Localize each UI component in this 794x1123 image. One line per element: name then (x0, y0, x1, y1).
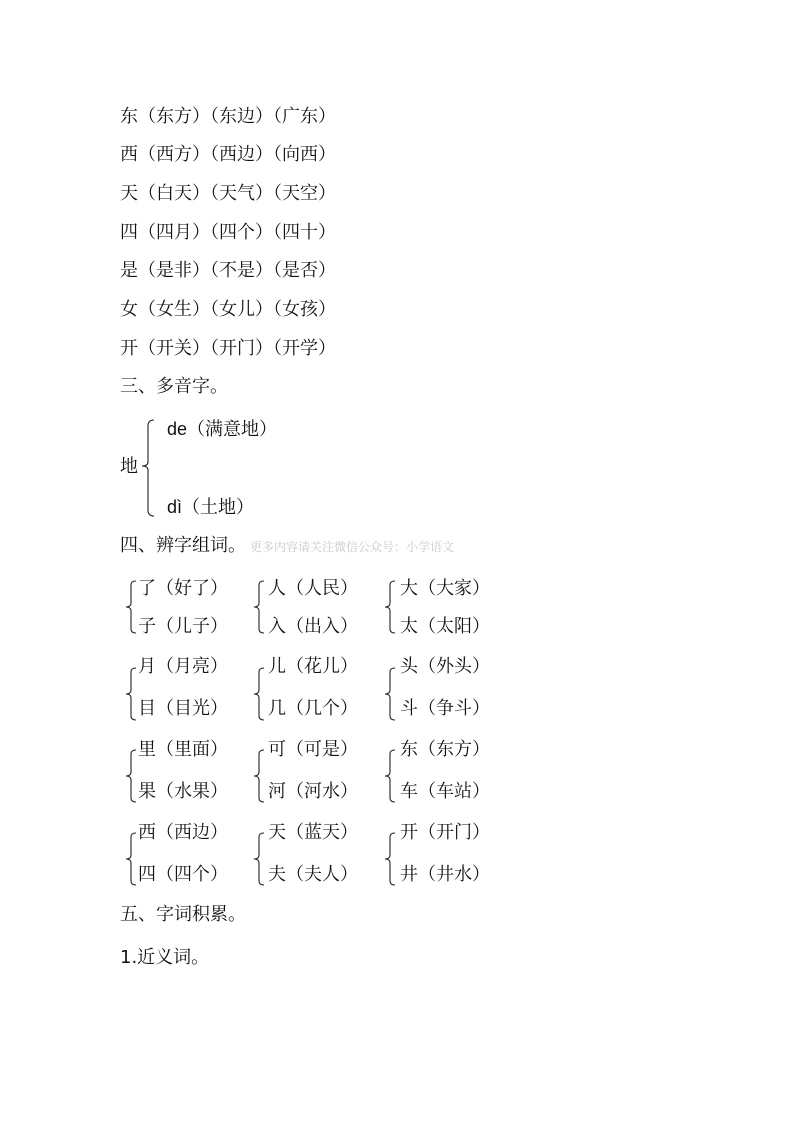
word-group-line: 开（开关）（开门）（开学） (120, 338, 336, 359)
brace-bracket (124, 831, 138, 887)
char-pair-word: 几（几个） (268, 698, 358, 719)
char-pair-word: 果（水果） (138, 781, 228, 802)
section-heading-distinguish: 四、辨字组词。 (120, 535, 246, 556)
char-pair-word: 子（儿子） (138, 616, 228, 637)
brace-bracket (140, 418, 160, 518)
word-group-line: 四（四月）（四个）（四十） (120, 222, 336, 243)
word-group-line: 是（是非）（不是）（是否） (120, 260, 336, 281)
char-pair-word: 河（河水） (268, 781, 358, 802)
brace-bracket (252, 831, 266, 887)
char-pair-word: 人（人民） (268, 578, 358, 599)
polyphone-reading-di: dì（土地） (167, 497, 255, 517)
char-pair-word: 头（外头） (400, 656, 490, 677)
word-group-line: 女（女生）（女儿）（女孩） (120, 299, 336, 320)
char-pair-word: 儿（花儿） (268, 656, 358, 677)
char-pair-word: 井（井水） (400, 864, 490, 885)
brace-bracket (383, 748, 397, 804)
polyphone-char: 地 (120, 456, 138, 477)
brace-bracket (124, 748, 138, 804)
char-pair-word: 入（出入） (268, 616, 358, 637)
brace-bracket (252, 666, 266, 722)
char-pair-word: 大（大家） (400, 578, 490, 599)
brace-bracket (124, 666, 138, 722)
brace-bracket (252, 579, 266, 635)
subsection-synonyms: 1.近义词。 (120, 947, 210, 968)
brace-bracket (124, 579, 138, 635)
word-group-line: 天（白天）（天气）（天空） (120, 183, 336, 204)
char-pair-word: 夫（夫人） (268, 864, 358, 885)
char-pair-word: 斗（争斗） (400, 698, 490, 719)
char-pair-word: 太（太阳） (400, 616, 490, 637)
word-group-line: 西（西方）（西边）（向西） (120, 144, 336, 165)
char-pair-word: 天（蓝天） (268, 822, 358, 843)
char-pair-word: 了（好了） (138, 578, 228, 599)
word-group-line: 东（东方）（东边）（广东） (120, 106, 336, 127)
char-pair-word: 东（东方） (400, 739, 490, 760)
polyphone-reading-de: de（满意地） (167, 419, 278, 439)
char-pair-word: 月（月亮） (138, 656, 228, 677)
char-pair-word: 目（目光） (138, 698, 228, 719)
char-pair-word: 里（里面） (138, 739, 228, 760)
watermark-text: 更多内容请关注微信公众号：小学语文 (250, 540, 455, 554)
brace-bracket (383, 666, 397, 722)
char-pair-word: 车（车站） (400, 781, 490, 802)
section-heading-polyphone: 三、多音字。 (120, 376, 228, 397)
brace-bracket (252, 748, 266, 804)
brace-bracket (383, 831, 397, 887)
char-pair-word: 开（开门） (400, 822, 490, 843)
section-heading-accumulation: 五、字词积累。 (120, 904, 246, 925)
brace-bracket (383, 579, 397, 635)
char-pair-word: 可（可是） (268, 739, 358, 760)
char-pair-word: 西（西边） (138, 822, 228, 843)
char-pair-word: 四（四个） (138, 864, 228, 885)
